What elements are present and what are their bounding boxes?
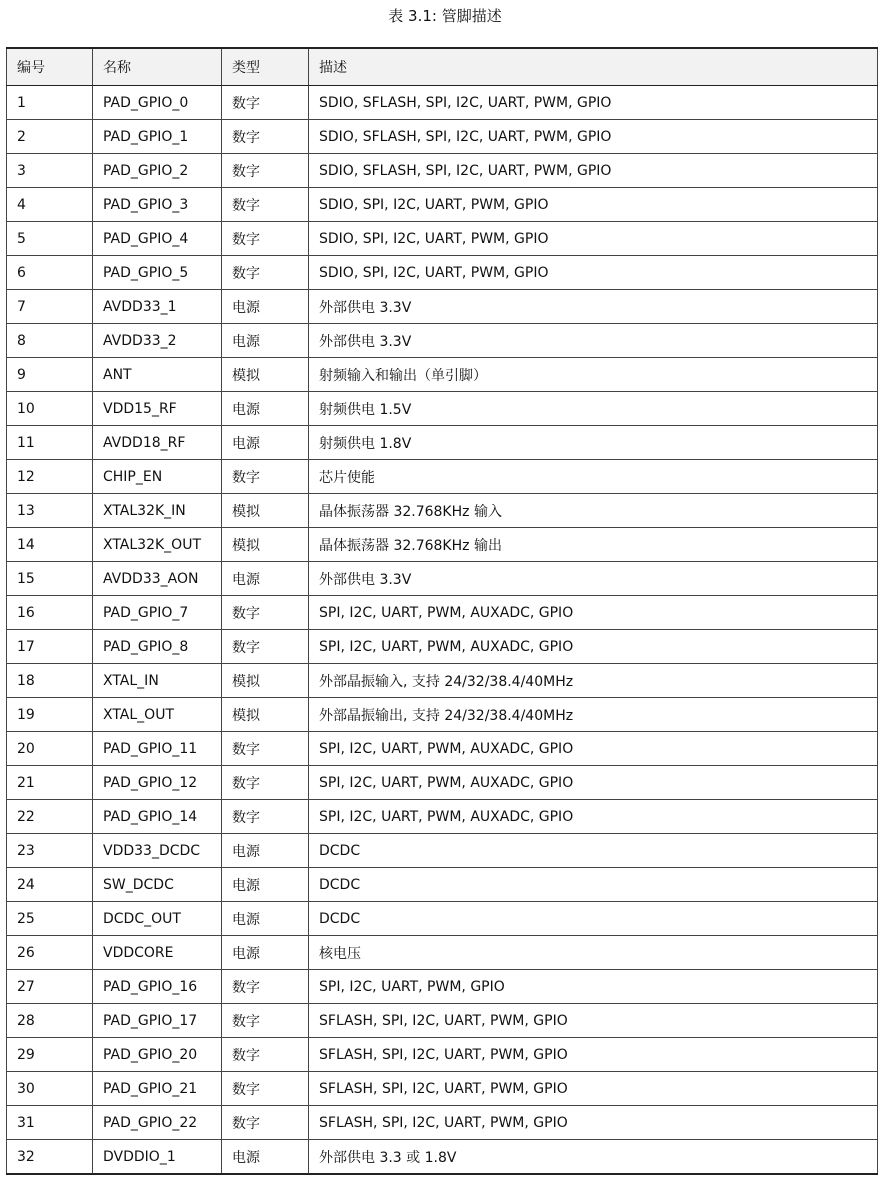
pin-number-cell: 30: [7, 1072, 93, 1106]
pin-name-cell: PAD_GPIO_3: [93, 188, 222, 222]
pin-type-cell: 数字: [222, 596, 309, 630]
pin-description-cell: 芯片使能: [309, 460, 878, 494]
pin-type-cell: 数字: [222, 1004, 309, 1038]
pin-number-cell: 17: [7, 630, 93, 664]
table-row: [7, 800, 878, 834]
table-row: [7, 664, 878, 698]
pin-number-cell: 10: [7, 392, 93, 426]
pin-name-cell: PAD_GPIO_16: [93, 970, 222, 1004]
pin-number-cell: 13: [7, 494, 93, 528]
pin-description-cell: 外部供电 3.3V: [309, 324, 878, 358]
table-row: [7, 392, 878, 426]
pin-number-cell: 5: [7, 222, 93, 256]
pin-number-cell: 18: [7, 664, 93, 698]
pin-description-cell: SDIO, SPI, I2C, UART, PWM, GPIO: [309, 222, 878, 256]
table-row: [7, 256, 878, 290]
pin-number-cell: 2: [7, 120, 93, 154]
pin-name-cell: SW_DCDC: [93, 868, 222, 902]
pin-description-table: [6, 47, 878, 1175]
pin-type-cell: 模拟: [222, 494, 309, 528]
pin-description-cell: 外部晶振输出, 支持 24/32/38.4/40MHz: [309, 698, 878, 732]
table-row: [7, 834, 878, 868]
table-row: [7, 528, 878, 562]
table-caption: 表 3.1: 管脚描述: [388, 7, 502, 25]
table-row: [7, 698, 878, 732]
pin-type-cell: 数字: [222, 460, 309, 494]
pin-name-cell: VDD33_DCDC: [93, 834, 222, 868]
pin-name-cell: VDDCORE: [93, 936, 222, 970]
table-row: [7, 1072, 878, 1106]
pin-type-cell: 电源: [222, 562, 309, 596]
pin-number-cell: 29: [7, 1038, 93, 1072]
pin-number-cell: 4: [7, 188, 93, 222]
pin-description-cell: SDIO, SPI, I2C, UART, PWM, GPIO: [309, 188, 878, 222]
pin-number-cell: 3: [7, 154, 93, 188]
table-row: [7, 1038, 878, 1072]
table-row: [7, 936, 878, 970]
pin-name-cell: PAD_GPIO_1: [93, 120, 222, 154]
pin-description-cell: SFLASH, SPI, I2C, UART, PWM, GPIO: [309, 1038, 878, 1072]
pin-number-cell: 21: [7, 766, 93, 800]
pin-description-cell: 晶体振荡器 32.768KHz 输入: [309, 494, 878, 528]
pin-name-cell: ANT: [93, 358, 222, 392]
pin-type-cell: 数字: [222, 154, 309, 188]
pin-number-cell: 26: [7, 936, 93, 970]
pin-type-cell: 电源: [222, 936, 309, 970]
table-row: [7, 970, 878, 1004]
pin-description-cell: 射频输入和输出（单引脚）: [309, 358, 878, 392]
table-row: [7, 426, 878, 460]
pin-name-cell: PAD_GPIO_21: [93, 1072, 222, 1106]
pin-type-cell: 电源: [222, 902, 309, 936]
table-row: [7, 902, 878, 936]
pin-name-cell: PAD_GPIO_4: [93, 222, 222, 256]
pin-number-cell: 24: [7, 868, 93, 902]
pin-description-cell: SPI, I2C, UART, PWM, AUXADC, GPIO: [309, 732, 878, 766]
table-row: [7, 358, 878, 392]
pin-description-cell: SPI, I2C, UART, PWM, AUXADC, GPIO: [309, 596, 878, 630]
table-row: [7, 494, 878, 528]
table-row: [7, 868, 878, 902]
header-type: 类型: [222, 48, 309, 86]
table-row: [7, 120, 878, 154]
pin-type-cell: 数字: [222, 1038, 309, 1072]
header-name: 名称: [93, 48, 222, 86]
pin-type-cell: 电源: [222, 1140, 309, 1175]
pin-name-cell: PAD_GPIO_22: [93, 1106, 222, 1140]
table-row: [7, 562, 878, 596]
pin-description-cell: SDIO, SPI, I2C, UART, PWM, GPIO: [309, 256, 878, 290]
pin-type-cell: 电源: [222, 868, 309, 902]
pin-description-cell: 晶体振荡器 32.768KHz 输出: [309, 528, 878, 562]
pin-type-cell: 数字: [222, 970, 309, 1004]
pin-description-cell: SDIO, SFLASH, SPI, I2C, UART, PWM, GPIO: [309, 154, 878, 188]
pin-name-cell: AVDD33_AON: [93, 562, 222, 596]
pin-type-cell: 电源: [222, 834, 309, 868]
pin-description-cell: DCDC: [309, 868, 878, 902]
pin-name-cell: AVDD33_1: [93, 290, 222, 324]
pin-type-cell: 数字: [222, 1106, 309, 1140]
pin-number-cell: 15: [7, 562, 93, 596]
pin-name-cell: VDD15_RF: [93, 392, 222, 426]
pin-number-cell: 12: [7, 460, 93, 494]
pin-number-cell: 25: [7, 902, 93, 936]
pin-type-cell: 电源: [222, 426, 309, 460]
pin-number-cell: 28: [7, 1004, 93, 1038]
pin-name-cell: PAD_GPIO_7: [93, 596, 222, 630]
pin-number-cell: 27: [7, 970, 93, 1004]
pin-type-cell: 电源: [222, 392, 309, 426]
header-number: 编号: [7, 48, 93, 86]
pin-type-cell: 模拟: [222, 528, 309, 562]
pin-name-cell: AVDD18_RF: [93, 426, 222, 460]
pin-description-cell: 射频供电 1.8V: [309, 426, 878, 460]
table-row: [7, 732, 878, 766]
pin-description-cell: SFLASH, SPI, I2C, UART, PWM, GPIO: [309, 1106, 878, 1140]
pin-name-cell: XTAL_OUT: [93, 698, 222, 732]
pin-name-cell: AVDD33_2: [93, 324, 222, 358]
pin-description-cell: SPI, I2C, UART, PWM, AUXADC, GPIO: [309, 630, 878, 664]
table-row: [7, 630, 878, 664]
pin-description-cell: SDIO, SFLASH, SPI, I2C, UART, PWM, GPIO: [309, 120, 878, 154]
pin-type-cell: 数字: [222, 188, 309, 222]
table-row: [7, 460, 878, 494]
pin-description-cell: 射频供电 1.5V: [309, 392, 878, 426]
pin-name-cell: DCDC_OUT: [93, 902, 222, 936]
table-body: [7, 86, 878, 1175]
pin-number-cell: 32: [7, 1140, 93, 1175]
pin-type-cell: 数字: [222, 766, 309, 800]
pin-number-cell: 7: [7, 290, 93, 324]
table-row: [7, 1106, 878, 1140]
pin-name-cell: PAD_GPIO_12: [93, 766, 222, 800]
pin-number-cell: 31: [7, 1106, 93, 1140]
pin-name-cell: PAD_GPIO_2: [93, 154, 222, 188]
table-row: [7, 596, 878, 630]
pin-name-cell: PAD_GPIO_5: [93, 256, 222, 290]
pin-number-cell: 14: [7, 528, 93, 562]
table-row: [7, 154, 878, 188]
pin-name-cell: XTAL_IN: [93, 664, 222, 698]
header-description: 描述: [309, 48, 878, 86]
header-row: [7, 48, 878, 86]
pin-type-cell: 数字: [222, 732, 309, 766]
pin-name-cell: CHIP_EN: [93, 460, 222, 494]
pin-number-cell: 22: [7, 800, 93, 834]
pin-name-cell: XTAL32K_IN: [93, 494, 222, 528]
pin-name-cell: PAD_GPIO_8: [93, 630, 222, 664]
pin-number-cell: 20: [7, 732, 93, 766]
pin-number-cell: 19: [7, 698, 93, 732]
pin-number-cell: 16: [7, 596, 93, 630]
pin-description-cell: DCDC: [309, 834, 878, 868]
pin-number-cell: 6: [7, 256, 93, 290]
table-header: [7, 48, 878, 86]
table-row: [7, 1140, 878, 1175]
pin-description-cell: SFLASH, SPI, I2C, UART, PWM, GPIO: [309, 1004, 878, 1038]
pin-name-cell: DVDDIO_1: [93, 1140, 222, 1175]
table-row: [7, 1004, 878, 1038]
pin-name-cell: PAD_GPIO_0: [93, 86, 222, 120]
table-row: [7, 324, 878, 358]
pin-type-cell: 数字: [222, 800, 309, 834]
pin-description-cell: SPI, I2C, UART, PWM, AUXADC, GPIO: [309, 800, 878, 834]
pin-type-cell: 数字: [222, 222, 309, 256]
pin-type-cell: 数字: [222, 120, 309, 154]
pin-type-cell: 数字: [222, 86, 309, 120]
pin-name-cell: PAD_GPIO_17: [93, 1004, 222, 1038]
pin-name-cell: PAD_GPIO_14: [93, 800, 222, 834]
pin-description-cell: SPI, I2C, UART, PWM, AUXADC, GPIO: [309, 766, 878, 800]
pin-number-cell: 23: [7, 834, 93, 868]
pin-type-cell: 电源: [222, 324, 309, 358]
pin-number-cell: 9: [7, 358, 93, 392]
pin-description-cell: 核电压: [309, 936, 878, 970]
pin-name-cell: PAD_GPIO_11: [93, 732, 222, 766]
pin-name-cell: XTAL32K_OUT: [93, 528, 222, 562]
pin-name-cell: PAD_GPIO_20: [93, 1038, 222, 1072]
pin-type-cell: 模拟: [222, 698, 309, 732]
pin-description-cell: DCDC: [309, 902, 878, 936]
pin-number-cell: 1: [7, 86, 93, 120]
pin-type-cell: 模拟: [222, 358, 309, 392]
pin-number-cell: 8: [7, 324, 93, 358]
pin-type-cell: 数字: [222, 630, 309, 664]
pin-type-cell: 数字: [222, 256, 309, 290]
pin-type-cell: 模拟: [222, 664, 309, 698]
table-row: [7, 290, 878, 324]
pin-type-cell: 数字: [222, 1072, 309, 1106]
pin-description-cell: SDIO, SFLASH, SPI, I2C, UART, PWM, GPIO: [309, 86, 878, 120]
pin-type-cell: 电源: [222, 290, 309, 324]
table-row: [7, 86, 878, 120]
pin-description-cell: 外部供电 3.3 或 1.8V: [309, 1140, 878, 1175]
table-row: [7, 222, 878, 256]
pin-description-cell: SFLASH, SPI, I2C, UART, PWM, GPIO: [309, 1072, 878, 1106]
pin-description-cell: 外部供电 3.3V: [309, 290, 878, 324]
table-row: [7, 188, 878, 222]
table-row: [7, 766, 878, 800]
pin-description-cell: 外部供电 3.3V: [309, 562, 878, 596]
pin-description-cell: SPI, I2C, UART, PWM, GPIO: [309, 970, 878, 1004]
pin-number-cell: 11: [7, 426, 93, 460]
pin-description-cell: 外部晶振输入, 支持 24/32/38.4/40MHz: [309, 664, 878, 698]
